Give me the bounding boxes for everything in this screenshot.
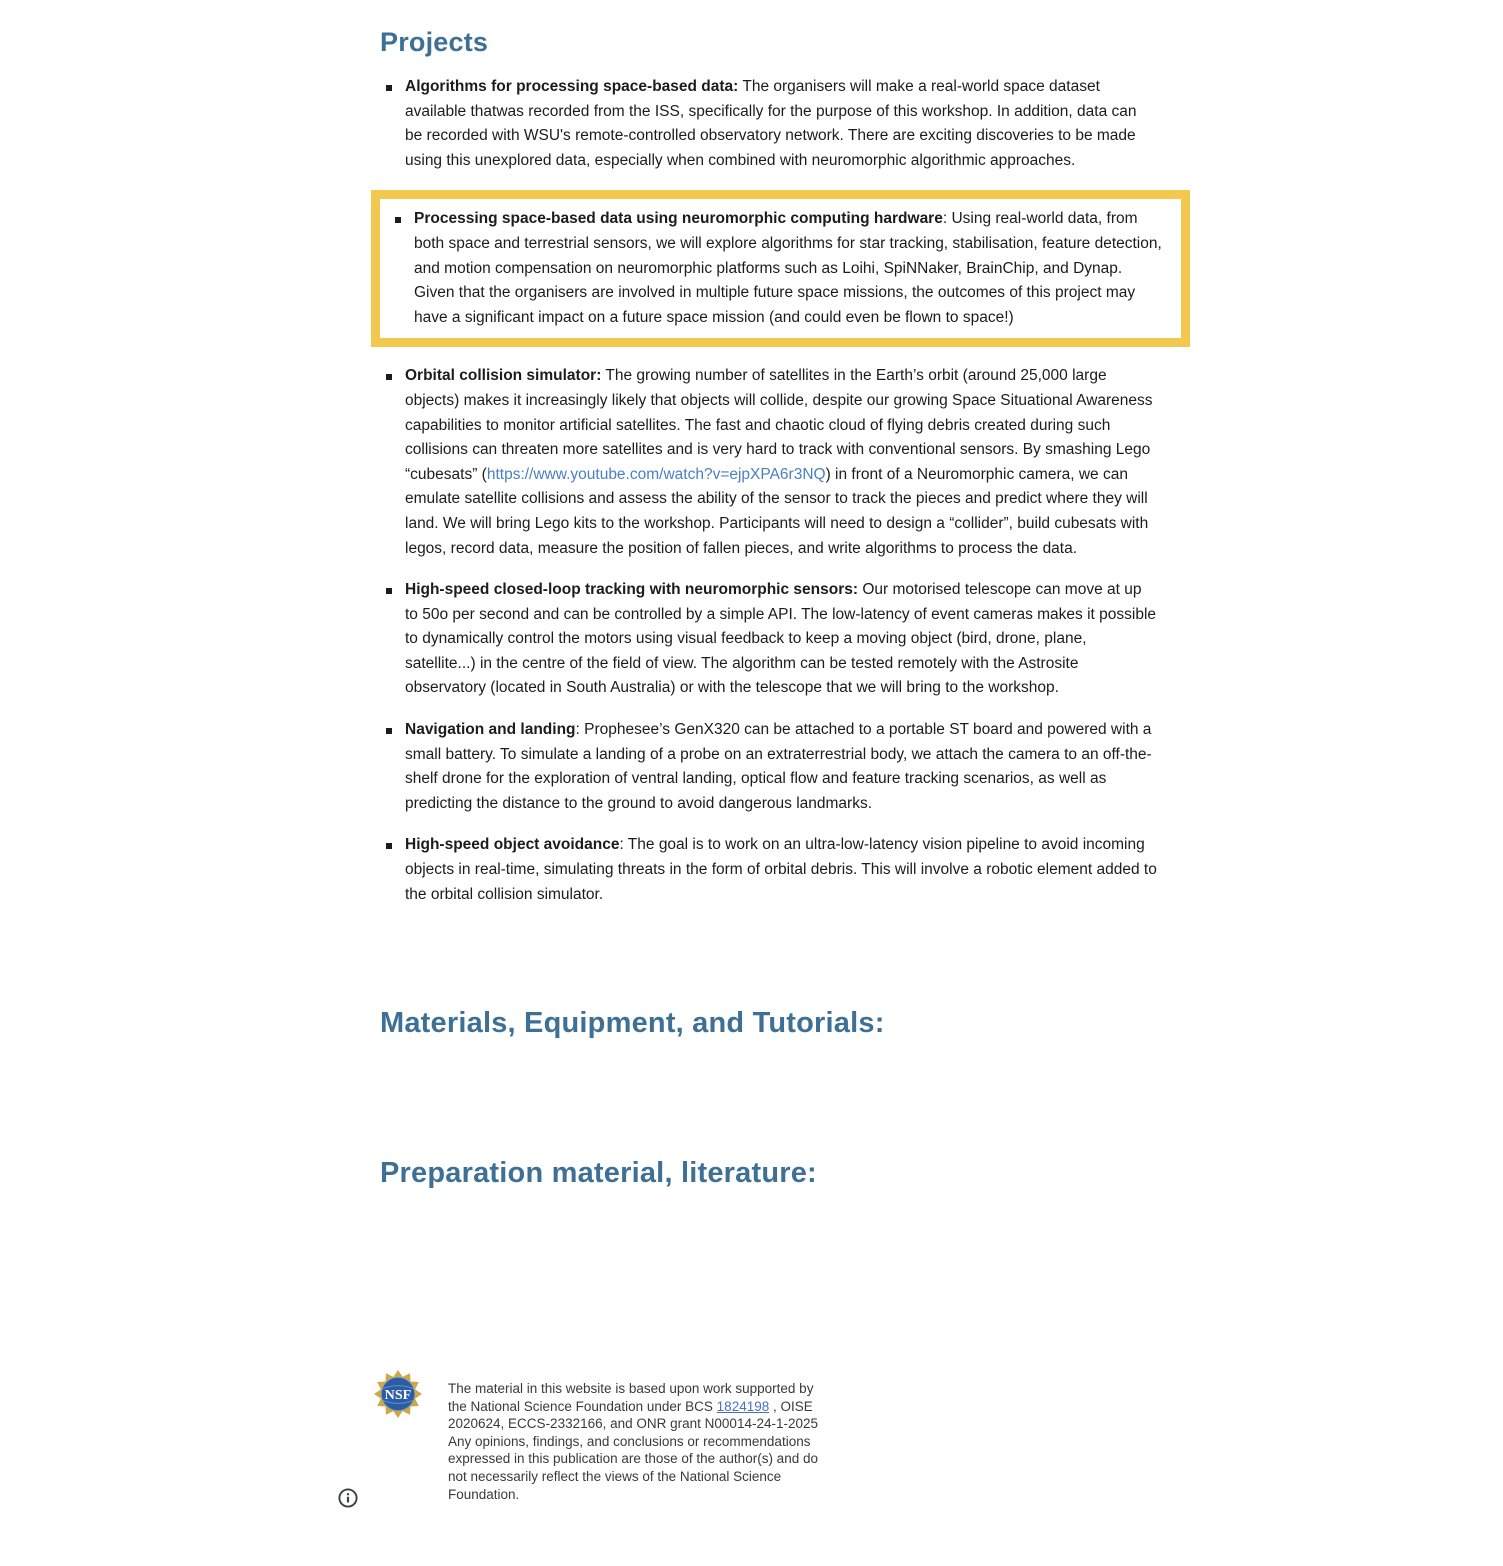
info-icon[interactable] [338, 1488, 358, 1508]
youtube-link[interactable]: https://www.youtube.com/watch?v=ejpXPA6r3NQ [486, 465, 826, 483]
project-title: Orbital collision simulator: [405, 367, 602, 385]
nsf-disclaimer [448, 1380, 824, 1503]
materials-equipment-heading: Materials, Equipment, and Tutorials: [380, 1007, 885, 1040]
project-item-neuromorphic-hardware-highlighted [371, 190, 1190, 347]
project-body: : The goal is to work on an ultra-low-latency vision pipeline to avoid incoming objects in real-time, simulating threats in the form of orbital debris. This will involve a robotic element added to the orbital collision simulator. [405, 836, 1157, 903]
project-item-navigation-landing [380, 718, 1166, 816]
project-title: Navigation and landing [405, 721, 576, 739]
project-text [405, 75, 1157, 173]
project-item-closed-loop-tracking [380, 578, 1166, 701]
project-body: : Prophesee’s GenX320 can be attached to a portable ST board and powered with a small battery. To simulate a landing of a probe on an extraterrestrial body, we attach the camera to an off-the-shelf drone for the exploration of ventral landing, optical flow and feature tracking scenarios, as well as predicting the distance to the ground to avoid dangerous landmarks. [405, 721, 1152, 812]
project-body: The organisers will make a real-world space dataset available thatwas recorded from the ISS, specifically for the purpose of this workshop. In addition, data can be recorded with WSU's remote-controlled observatory network. There are exciting discoveries to be made using this unexplored data, especially when combined with neuromorphic algorithmic approaches. [405, 78, 1137, 169]
project-text [414, 207, 1166, 330]
project-item-algorithms [380, 75, 1166, 173]
disclaimer-text-after: , OISE 2020624, ECCS-2332166, and ONR grant N00014-24-1-2025 Any opinions, findings, and conclusions or recommendations expressed in this publication are those of the author(s) and do not necessarily reflect the views of the National Science Foundation. [448, 1398, 818, 1502]
square-bullet-icon [386, 728, 392, 734]
svg-text:NSF: NSF [384, 1387, 412, 1404]
square-bullet-icon [395, 217, 401, 223]
square-bullet-icon [386, 374, 392, 380]
disclaimer-text-before: The material in this website is based upon work supported by the National Science Foundation under BCS [448, 1381, 814, 1414]
project-body-pre: The growing number of satellites in the Earth’s orbit (around 25,000 large objects) makes it increasingly likely that objects will collide, despite our growing Space Situational Awareness capabilities to monitor artificial satellites. The fast and chaotic cloud of flying debris created during such collisions can threaten more satellites and is very hard to track with conventional sensors. By smashing Lego “cubesats” ( [405, 367, 1153, 483]
square-bullet-icon [386, 85, 392, 91]
project-text [405, 578, 1157, 701]
project-title: High-speed object avoidance [405, 836, 620, 854]
project-title: High-speed closed-loop tracking with neuromorphic sensors: [405, 581, 859, 599]
nsf-grant-link[interactable]: 1824198 [716, 1398, 770, 1414]
project-item-orbital-collision [380, 364, 1166, 561]
nsf-logo [374, 1370, 422, 1418]
square-bullet-icon [386, 588, 392, 594]
project-title: Algorithms for processing space-based data: [405, 78, 739, 95]
main-content [380, 0, 1166, 1190]
project-body: Our motorised telescope can move at up to 50o per second and can be controlled by a simple API. The low-latency of event cameras makes it possible to dynamically control the motors using visual feedback to keep a moving object (bird, drone, plane, satellite...) in the centre of the field of view. The algorithm can be tested remotely with the Astrosite observatory (located in South Australia) or with the telescope that we will bring to the workshop. [405, 581, 1157, 697]
project-text [405, 718, 1157, 816]
nsf-logo-icon [374, 1370, 422, 1418]
project-body-post: ) in front of a Neuromorphic camera, we can emulate satellite collisions and assess the ability of the sensor to track the pieces and predict where they will land. We will bring Lego kits to the workshop. Participants will need to design a “collider”, build cubesats with legos, record data, measure the position of fallen pieces, and write algorithms to process the data. [405, 465, 1149, 557]
projects-list [380, 75, 1166, 907]
projects-heading: Projects [380, 27, 489, 57]
project-text [405, 364, 1157, 561]
square-bullet-icon [386, 843, 392, 849]
project-body: : Using real-world data, from both space and terrestrial sensors, we will explore algorithms for star tracking, stabilisation, feature detection, and motion compensation on neuromorphic platforms such as Loihi, SpiNNaker, BrainChip, and Dynap. Given that the organisers are involved in multiple future space missions, the outcomes of this project may have a significant impact on a future space mission (and could even be flown to space!) [414, 210, 1162, 326]
preparation-material-heading: Preparation material, literature: [380, 1157, 817, 1190]
project-title: Processing space-based data using neuromorphic computing hardware [414, 210, 943, 228]
project-text [405, 833, 1157, 907]
project-item-object-avoidance [380, 833, 1166, 907]
